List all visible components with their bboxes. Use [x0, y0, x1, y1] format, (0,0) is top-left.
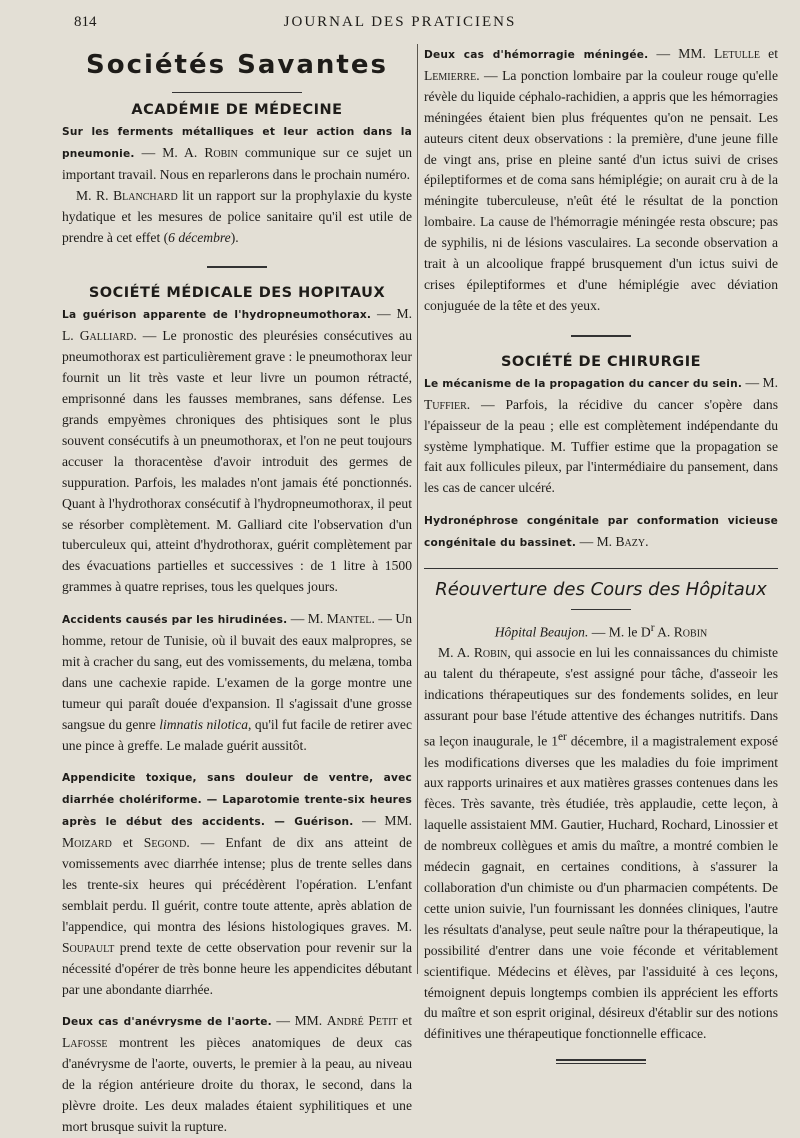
chirurgie-p1-text: — Parfois, la récidive du cancer s'opère dans l'épaisseur de la peau ; elle est complètement indépendante du système lymphatique. M. Tuffier estime que la propagation se fait aux follicules pileux, par l'intermédiaire du pansement, dans les cas de cancer ulcéré. [424, 396, 778, 496]
hopitaux-p4-dash: — MM. [271, 1013, 327, 1029]
meningee-author-1: Letulle [713, 46, 761, 61]
journal-title: JOURNAL DES PRATICIENS [283, 14, 517, 30]
left-column [62, 44, 412, 1138]
chirurgie-p1-dash: — M. [742, 374, 778, 390]
academie-p2-author: Blanchard [113, 187, 178, 203]
cours-hospital-name: A. Robin [654, 624, 708, 640]
academie-p1-author: Robin [204, 144, 238, 160]
right-column [424, 44, 778, 1064]
hopitaux-p3-author-1: Moizard [62, 835, 112, 851]
section-title: Sociétés Savantes [86, 50, 388, 80]
hopitaux-p2-dash: — M. [287, 611, 327, 627]
end-rule [556, 1059, 646, 1064]
hopitaux-p2-author: Mantel. [326, 611, 375, 627]
title-rule [172, 92, 302, 93]
cours-p1-text-2: décembre, il a magistralement exposé les modifications diverses que les maladies du foie impriment aux rapports urinaires et aux matières grasses contenues dans les fèces. Très savante, très étudiée, très applaudie, cette leçon, à laquelle assistaient MM. Gautier, Huchard, Rochard, Linossier et de nombreux collègues et amis du maître, a montré combien le médecin gagnait, en certaines conditions, à s'assurer la collaboration d'un chimiste ou d'un pharmacien compétents. De cette union suivie, l'un fournissant les données cliniques, l'autre les résultats d'analyse, peut seule naître pour la thérapeutique, la possibilité d'entrer dans une voie féconde et véritablement scientifique. Médecins et élèves, par l'assiduité à ces leçons, témoignent depuis longtemps combien ils apprécient les efforts du maître et son esprit original, désireux d'établir sur des notions définitives une thérapeutique fonctionnelle efficace. [424, 733, 778, 1042]
meningee-dash: — MM. [648, 46, 714, 61]
hopitaux-p1-author: Galliard. [79, 328, 137, 344]
cours-hospital-sup: r [650, 622, 655, 635]
chirurgie-paragraph-2 [424, 510, 778, 554]
cours-hospital: Hôpital Beaujon. [494, 624, 589, 640]
hopitaux-p4-and: et [397, 1013, 412, 1029]
hopitaux-p3-text-2: prend texte de cette observation pour revenir sur la nécessité d'opérer de très bonne heure les appendicites débutant par une abondante diarrhée. [62, 939, 412, 997]
academie-p2-text: lit un rapport sur la prophylaxie du kyste hydatique et les mesures de police sanitaire qu'il est utile de prendre à cet effet ( [62, 187, 412, 245]
cours-hospital-dash: — M. le D [588, 624, 651, 640]
academie-p1-dash: — M. A. [134, 144, 205, 160]
hopitaux-p2-title: Accidents causés par les hirudinées. [62, 614, 288, 627]
hopitaux-p1-text: — Le pronostic des pleurésies consécutives au pneumothorax est particulièrement grave : le pneumothorax leur fournit un lit très vaste et leur livre un poumon rétracté, emprisonné dans les fausses membranes, sans défense. Les grands empyèmes chroniques des phtisiques sont le plus souvent consécutifs à un pneumothorax, et l'on ne peut toujours accuser la thoracentèse d'avoir introduit des germes de suppuration. Parfois, les malades n'ont jamais été ponctionnés. Quant à l'hydrothorax consécutif à l'hydropneumothorax, il peut se résorber complètement. M. Galliard cite l'observation d'un tuberculeux qui, atteint d'hydrothorax, guérit complètement par des évacuations partielles et successives : de 1 litre à 1500 grammes à quatre reprises, tous les quelques jours. [62, 328, 413, 595]
academie-paragraph-1 [62, 121, 412, 186]
meningee-and: et [760, 46, 778, 61]
hopitaux-paragraph-1 [62, 304, 412, 598]
section-rule [571, 335, 631, 337]
cours-top-rule [424, 568, 778, 569]
cours-hospital-line [424, 618, 778, 643]
meningee-paragraph [424, 44, 778, 317]
hopitaux-paragraph-3 [62, 767, 412, 1000]
hopitaux-paragraph-2 [62, 609, 412, 756]
page-header [0, 10, 800, 38]
section-rule [207, 266, 267, 268]
academie-paragraph-2 [62, 186, 412, 249]
cours-paragraph [424, 643, 778, 1045]
hopitaux-p3-dash: — MM. [353, 813, 412, 829]
meningee-author-2: Lemierre. [424, 67, 480, 83]
cours-p1-sup: er [558, 731, 567, 744]
cours-title-rule [571, 609, 631, 610]
academie-p2-end: ). [230, 229, 239, 245]
hopitaux-p3-title: Appendicite toxique, sans douleur de ventre, avec diarrhée cholériforme. — Laparotomie trente-six heures après le début des accidents. — Guérison. [62, 772, 412, 829]
hopitaux-p2-species: limnatis nilotica [159, 716, 249, 732]
chirurgie-paragraph-1 [424, 373, 778, 499]
hopitaux-p2-text-2: , qu'il fut facile de retirer avec une pince à greffe. Le malade guérit aussitôt. [62, 716, 412, 753]
cours-title: Réouverture des Cours des Hôpitaux [435, 579, 767, 601]
chirurgie-p2-author: Bazy. [615, 534, 649, 550]
chirurgie-p1-author: Tuffier. [424, 396, 471, 412]
hopitaux-p4-author-2: Lafosse [62, 1035, 108, 1051]
hopitaux-p4-title: Deux cas d'anévrysme de l'aorte. [62, 1016, 272, 1029]
cours-p1-text-1: , qui associe en lui les connaissances du chimiste au talent du thérapeute, s'est assigné pour tâche, d'asseoir les indications thérapeutiques sur des fondements solides, en leur assurant pour base l'étude attentive des échanges nutritifs. Dans sa leçon inaugurale, le 1 [424, 645, 778, 749]
hopitaux-p3-and: et [111, 835, 144, 851]
column-divider [417, 44, 418, 974]
hopitaux-p2-text-1: — Un homme, retour de Tunisie, où il buvait des eaux malpropres, se mit à cracher du sang, eut des vomissements, du melæna, tomba dans une cachexie rapide. L'examen de la gorge montre une tumeur qui paraît douée d'expansion. Il s'agissait d'une grosse sangsue du genre [62, 611, 412, 732]
hopitaux-p3-text-1: — Enfant de dix ans atteint de vomissements avec diarrhée intense; plus de trente selles dans les trente-six heures qui précédèrent l'opération. L'enfant semblait perdu. Il guérit, contre toute attente, après ablation de l'appendice, qui montra des lésions histologiques graves. M. [62, 835, 412, 934]
meningee-text: — La ponction lombaire par la couleur rouge qu'elle révèle du liquide céphalo-rachidien, a appris que les hémorragies méningées étaient bien plus fréquentes qu'on ne pensait. Les auteurs citent deux observations : la première, d'une jeune fille de vingt ans, prise en pleine santé d'un ictus suivi de crises épileptiformes et de coma sans hémiplégie; on aurait cru à de la méningite tuberculeuse, n'eût été le résultat de la ponction lombaire. La cause de l'hémorragie méningée resta obscure; pas de syphilis, ni de lésions vasculaires. La seconde observation a trait à un alcoolique frappé brusquement d'un ictus suivi de crises épileptiformes et d'une hémiplégie avec déviation conjuguée de la tête et des yeux. [424, 67, 778, 313]
academie-p1-title: Sur les ferments métalliques et leur action dans la pneumonie. [62, 126, 412, 160]
hopitaux-paragraph-4 [62, 1011, 412, 1137]
chirurgie-p1-title: Le mécanisme de la propagation du cancer du sein. [424, 377, 743, 390]
chirurgie-p2-dash: — M. [576, 534, 616, 550]
chirurgie-p2-title: Hydronéphrose congénitale par conformation vicieuse congénitale du bassinet. [424, 515, 778, 550]
meningee-title: Deux cas d'hémorragie méningée. [424, 49, 649, 61]
academie-heading: ACADÉMIE DE MÉDECINE [131, 102, 343, 118]
academie-p2-start: M. R. [76, 187, 114, 203]
academie-p1-text: communique sur ce sujet un important travail. Nous en reparlerons dans le prochain numéro. [62, 144, 412, 182]
chirurgie-heading: SOCIÉTÉ DE CHIRURGIE [500, 353, 702, 370]
hopitaux-p4-text: montrent les pièces anatomiques de deux cas d'anévrysme de l'aorte, ouverts, le premier à la peau, au niveau de la région antérieure droite du thorax, le second, dans la plèvre droite. Les deux malades étaient syphilitiques et une mort brusque suivit la rupture. [62, 1035, 412, 1134]
hopitaux-p4-author-1: André Petit [326, 1013, 398, 1029]
hopitaux-p3-author-3: Soupault [62, 939, 115, 955]
hopitaux-p3-author-2: Segond. [143, 835, 190, 851]
hopitaux-heading: SOCIÉTÉ MÉDICALE DES HOPITAUX [88, 285, 386, 302]
page-number: 814 [74, 14, 97, 30]
academie-p2-date: 6 décembre [168, 229, 231, 245]
hopitaux-p1-dash: — M. L. [62, 306, 412, 344]
hopitaux-p1-title: La guérison apparente de l'hydropneumothorax. [62, 309, 372, 322]
cours-p1-author: M. A. Robin [438, 645, 508, 661]
